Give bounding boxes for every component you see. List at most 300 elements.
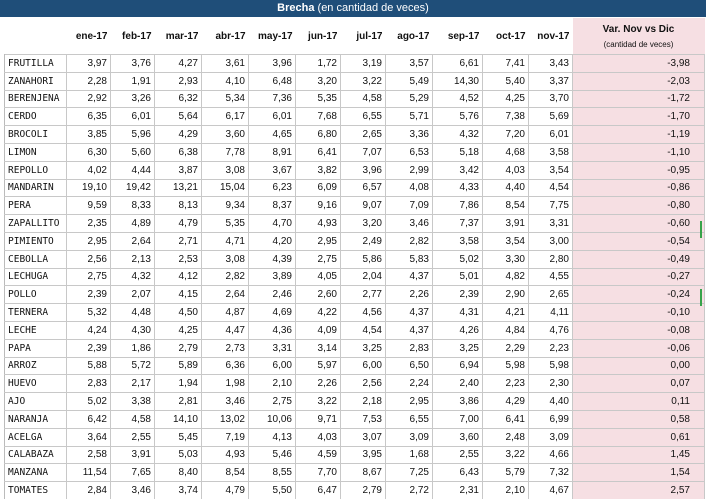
month-value-cell: 2,10 — [483, 482, 529, 499]
month-value-cell: 4,54 — [529, 179, 573, 197]
month-value-cell: 4,58 — [341, 90, 386, 108]
month-value-cell: 4,55 — [529, 268, 573, 286]
month-value-cell: 3,43 — [529, 55, 573, 73]
month-value-cell: 2,39 — [67, 286, 111, 304]
month-value-cell: 14,30 — [433, 72, 483, 90]
month-value-cell: 3,31 — [529, 215, 573, 233]
product-name: LECHUGA — [5, 268, 67, 286]
month-value-cell: 3,97 — [67, 55, 111, 73]
month-value-cell: 3,46 — [386, 215, 433, 233]
month-value-cell: 7,78 — [202, 143, 249, 161]
title-main: Brecha — [277, 2, 315, 14]
month-value-cell: 2,83 — [67, 375, 111, 393]
month-value-cell: 5,60 — [111, 143, 155, 161]
product-name: ZANAHORI — [5, 72, 67, 90]
product-name: PERA — [5, 197, 67, 215]
month-value-cell: 2,53 — [155, 250, 202, 268]
month-value-cell: 3,07 — [341, 428, 386, 446]
month-value-cell: 5,40 — [483, 72, 529, 90]
header-month: sep-17 — [447, 30, 480, 42]
month-value-cell: 2,64 — [111, 232, 155, 250]
month-value-cell: 6,00 — [249, 357, 296, 375]
month-value-cell: 4,37 — [386, 268, 433, 286]
month-value-cell: 4,40 — [529, 393, 573, 411]
month-value-cell: 2,79 — [341, 482, 386, 499]
variation-cell: 1,45 — [573, 446, 705, 464]
month-value-cell: 3,42 — [433, 161, 483, 179]
table-row — [5, 55, 705, 73]
month-value-cell: 3,00 — [529, 232, 573, 250]
month-value-cell: 6,17 — [202, 108, 249, 126]
month-value-cell: 2,49 — [341, 232, 386, 250]
month-value-cell: 3,38 — [111, 393, 155, 411]
month-value-cell: 7,68 — [296, 108, 341, 126]
month-value-cell: 1,91 — [111, 72, 155, 90]
month-value-cell: 7,07 — [341, 143, 386, 161]
month-value-cell: 5,32 — [67, 304, 111, 322]
month-value-cell: 6,01 — [529, 126, 573, 144]
month-value-cell: 3,09 — [386, 428, 433, 446]
table-body — [5, 55, 705, 499]
month-value-cell: 4,36 — [249, 321, 296, 339]
month-value-cell: 5,18 — [433, 143, 483, 161]
month-value-cell: 5,46 — [249, 446, 296, 464]
header-month: jun-17 — [308, 30, 338, 42]
month-value-cell: 6,38 — [155, 143, 202, 161]
month-value-cell: 2,23 — [529, 339, 573, 357]
month-value-cell: 2,83 — [386, 339, 433, 357]
month-value-cell: 3,96 — [249, 55, 296, 73]
month-value-cell: 2,40 — [433, 375, 483, 393]
table-row — [5, 393, 705, 411]
month-value-cell: 2,58 — [67, 446, 111, 464]
header-month: ago-17 — [397, 30, 430, 42]
month-value-cell: 2,84 — [67, 482, 111, 499]
product-name: ARROZ — [5, 357, 67, 375]
month-value-cell: 4,79 — [155, 215, 202, 233]
month-value-cell: 5,72 — [111, 357, 155, 375]
month-value-cell: 4,33 — [433, 179, 483, 197]
variation-cell: -0,86 — [573, 179, 705, 197]
header-month: jul-17 — [356, 30, 383, 42]
month-value-cell: 2,95 — [296, 232, 341, 250]
header-variation — [573, 18, 705, 55]
month-value-cell: 2,23 — [483, 375, 529, 393]
month-value-cell: 5,86 — [341, 250, 386, 268]
month-value-cell: 3,36 — [386, 126, 433, 144]
header-month: mar-17 — [165, 30, 199, 42]
month-value-cell: 6,50 — [386, 357, 433, 375]
month-value-cell: 3,20 — [296, 72, 341, 90]
month-value-cell: 3,31 — [249, 339, 296, 357]
month-value-cell: 7,09 — [386, 197, 433, 215]
variation-cell: -0,27 — [573, 268, 705, 286]
month-value-cell: 9,34 — [202, 197, 249, 215]
month-value-cell: 6,30 — [67, 143, 111, 161]
month-value-cell: 5,02 — [67, 393, 111, 411]
month-value-cell: 2,95 — [67, 232, 111, 250]
month-value-cell: 4,50 — [155, 304, 202, 322]
month-value-cell: 4,47 — [202, 321, 249, 339]
header-month: nov-17 — [537, 30, 570, 42]
month-value-cell: 6,41 — [483, 410, 529, 428]
month-value-cell: 13,02 — [202, 410, 249, 428]
product-name: REPOLLO — [5, 161, 67, 179]
month-value-cell: 6,43 — [433, 464, 483, 482]
month-value-cell: 2,10 — [249, 375, 296, 393]
month-value-cell: 5,35 — [202, 215, 249, 233]
table-row — [5, 464, 705, 482]
month-value-cell: 3,54 — [529, 161, 573, 179]
month-value-cell: 2,48 — [483, 428, 529, 446]
month-value-cell: 2,13 — [111, 250, 155, 268]
month-value-cell: 4,24 — [67, 321, 111, 339]
month-value-cell: 4,15 — [155, 286, 202, 304]
month-value-cell: 3,85 — [67, 126, 111, 144]
month-value-cell: 2,82 — [386, 232, 433, 250]
month-value-cell: 4,25 — [155, 321, 202, 339]
month-value-cell: 4,30 — [111, 321, 155, 339]
month-value-cell: 4,02 — [67, 161, 111, 179]
month-value-cell: 8,91 — [249, 143, 296, 161]
month-value-cell: 7,19 — [202, 428, 249, 446]
month-value-cell: 6,55 — [386, 410, 433, 428]
month-value-cell: 5,89 — [155, 357, 202, 375]
month-value-cell: 4,79 — [202, 482, 249, 499]
table-row — [5, 108, 705, 126]
header-variation-title: Var. Nov vs Dic — [602, 23, 675, 35]
month-value-cell: 4,32 — [433, 126, 483, 144]
month-value-cell: 4,65 — [249, 126, 296, 144]
variation-cell: -0,08 — [573, 321, 705, 339]
month-value-cell: 7,65 — [111, 464, 155, 482]
table-row — [5, 339, 705, 357]
variation-cell: -0,95 — [573, 161, 705, 179]
month-value-cell: 2,71 — [155, 232, 202, 250]
month-value-cell: 5,35 — [296, 90, 341, 108]
month-value-cell: 4,71 — [202, 232, 249, 250]
month-value-cell: 4,44 — [111, 161, 155, 179]
product-name: NARANJA — [5, 410, 67, 428]
month-value-cell: 3,08 — [202, 250, 249, 268]
month-value-cell: 6,01 — [249, 108, 296, 126]
month-value-cell: 4,84 — [483, 321, 529, 339]
month-value-cell: 3,57 — [386, 55, 433, 73]
month-value-cell: 5,88 — [67, 357, 111, 375]
month-value-cell: 1,86 — [111, 339, 155, 357]
header-month: oct-17 — [496, 30, 526, 42]
table-title — [0, 0, 706, 17]
month-value-cell: 3,58 — [529, 143, 573, 161]
table-row — [5, 90, 705, 108]
month-value-cell: 5,69 — [529, 108, 573, 126]
month-value-cell: 5,79 — [483, 464, 529, 482]
month-value-cell: 3,96 — [341, 161, 386, 179]
price-gap-table — [4, 18, 705, 499]
month-value-cell: 5,03 — [155, 446, 202, 464]
month-value-cell: 2,46 — [249, 286, 296, 304]
month-value-cell: 5,29 — [386, 90, 433, 108]
month-value-cell: 4,48 — [111, 304, 155, 322]
month-value-cell: 6,42 — [67, 410, 111, 428]
header-month: feb-17 — [122, 30, 152, 42]
month-value-cell: 5,50 — [249, 482, 296, 499]
month-value-cell: 1,72 — [296, 55, 341, 73]
month-value-cell: 4,20 — [249, 232, 296, 250]
variation-cell: -1,19 — [573, 126, 705, 144]
month-value-cell: 2,18 — [341, 393, 386, 411]
month-value-cell: 6,47 — [296, 482, 341, 499]
month-value-cell: 8,54 — [483, 197, 529, 215]
month-value-cell: 5,49 — [386, 72, 433, 90]
month-value-cell: 5,34 — [202, 90, 249, 108]
month-value-cell: 4,56 — [341, 304, 386, 322]
variation-cell: 2,57 — [573, 482, 705, 499]
header-month: ene-17 — [75, 30, 108, 42]
month-value-cell: 6,99 — [529, 410, 573, 428]
table-row — [5, 286, 705, 304]
month-value-cell: 4,87 — [202, 304, 249, 322]
header-month: abr-17 — [215, 30, 246, 42]
month-value-cell: 4,26 — [433, 321, 483, 339]
month-value-cell: 4,54 — [341, 321, 386, 339]
month-value-cell: 4,93 — [202, 446, 249, 464]
month-value-cell: 3,89 — [249, 268, 296, 286]
product-name: BERENJENA — [5, 90, 67, 108]
month-value-cell: 3,37 — [529, 72, 573, 90]
variation-cell: -1,70 — [573, 108, 705, 126]
month-value-cell: 8,13 — [155, 197, 202, 215]
month-value-cell: 4,29 — [155, 126, 202, 144]
cell-marker — [700, 289, 702, 306]
month-value-cell: 6,35 — [67, 108, 111, 126]
month-value-cell: 3,82 — [296, 161, 341, 179]
month-value-cell: 3,54 — [483, 232, 529, 250]
variation-cell: -0,24 — [573, 286, 705, 304]
month-value-cell: 2,99 — [386, 161, 433, 179]
month-value-cell: 3,22 — [341, 72, 386, 90]
product-name: CALABAZA — [5, 446, 67, 464]
month-value-cell: 3,58 — [433, 232, 483, 250]
month-value-cell: 10,06 — [249, 410, 296, 428]
month-value-cell: 4,70 — [249, 215, 296, 233]
month-value-cell: 2,39 — [433, 286, 483, 304]
month-value-cell: 2,82 — [202, 268, 249, 286]
variation-cell: -1,10 — [573, 143, 705, 161]
month-value-cell: 6,41 — [296, 143, 341, 161]
month-value-cell: 4,29 — [483, 393, 529, 411]
product-name: HUEVO — [5, 375, 67, 393]
month-value-cell: 6,00 — [341, 357, 386, 375]
variation-cell: -2,03 — [573, 72, 705, 90]
month-value-cell: 4,27 — [155, 55, 202, 73]
month-value-cell: 6,53 — [386, 143, 433, 161]
month-value-cell: 6,01 — [111, 108, 155, 126]
month-value-cell: 2,81 — [155, 393, 202, 411]
month-value-cell: 4,11 — [529, 304, 573, 322]
month-value-cell: 14,10 — [155, 410, 202, 428]
month-value-cell: 2,07 — [111, 286, 155, 304]
month-value-cell: 4,22 — [296, 304, 341, 322]
table-row — [5, 268, 705, 286]
month-value-cell: 5,01 — [433, 268, 483, 286]
month-value-cell: 4,52 — [433, 90, 483, 108]
month-value-cell: 3,26 — [111, 90, 155, 108]
month-value-cell: 4,31 — [433, 304, 483, 322]
product-name: POLLO — [5, 286, 67, 304]
month-value-cell: 19,10 — [67, 179, 111, 197]
product-name: ACELGA — [5, 428, 67, 446]
month-value-cell: 2,56 — [67, 250, 111, 268]
month-value-cell: 4,82 — [483, 268, 529, 286]
month-value-cell: 3,22 — [483, 446, 529, 464]
month-value-cell: 4,66 — [529, 446, 573, 464]
variation-cell: 1,54 — [573, 464, 705, 482]
month-value-cell: 3,22 — [296, 393, 341, 411]
product-name: CEBOLLA — [5, 250, 67, 268]
month-value-cell: 2,17 — [111, 375, 155, 393]
variation-cell: 0,00 — [573, 357, 705, 375]
month-value-cell: 3,25 — [433, 339, 483, 357]
month-value-cell: 2,26 — [386, 286, 433, 304]
month-value-cell: 11,54 — [67, 464, 111, 482]
month-value-cell: 2,73 — [202, 339, 249, 357]
table-row — [5, 446, 705, 464]
month-value-cell: 4,37 — [386, 304, 433, 322]
table-row — [5, 232, 705, 250]
month-value-cell: 4,69 — [249, 304, 296, 322]
variation-cell: -0,06 — [573, 339, 705, 357]
cell-marker — [700, 221, 702, 238]
month-value-cell: 2,93 — [155, 72, 202, 90]
month-value-cell: 3,60 — [202, 126, 249, 144]
month-value-cell: 8,33 — [111, 197, 155, 215]
variation-cell: 0,58 — [573, 410, 705, 428]
month-value-cell: 2,75 — [296, 250, 341, 268]
month-value-cell: 6,23 — [249, 179, 296, 197]
product-name: PIMIENTO — [5, 232, 67, 250]
variation-cell: -0,10 — [573, 304, 705, 322]
month-value-cell: 4,89 — [111, 215, 155, 233]
month-value-cell: 2,90 — [483, 286, 529, 304]
month-value-cell: 4,40 — [483, 179, 529, 197]
month-value-cell: 2,26 — [296, 375, 341, 393]
table-row — [5, 179, 705, 197]
month-value-cell: 3,25 — [341, 339, 386, 357]
product-name: MANDARIN — [5, 179, 67, 197]
variation-cell: 0,11 — [573, 393, 705, 411]
month-value-cell: 3,19 — [341, 55, 386, 73]
product-name: LECHE — [5, 321, 67, 339]
table-row — [5, 215, 705, 233]
month-value-cell: 3,74 — [155, 482, 202, 499]
month-value-cell: 4,10 — [202, 72, 249, 90]
month-value-cell: 2,92 — [67, 90, 111, 108]
month-value-cell: 2,56 — [341, 375, 386, 393]
month-value-cell: 6,80 — [296, 126, 341, 144]
month-value-cell: 2,39 — [67, 339, 111, 357]
month-value-cell: 3,91 — [111, 446, 155, 464]
table-row — [5, 321, 705, 339]
month-value-cell: 2,95 — [386, 393, 433, 411]
month-value-cell: 2,65 — [341, 126, 386, 144]
table-row — [5, 482, 705, 499]
product-name: MANZANA — [5, 464, 67, 482]
variation-cell: 0,61 — [573, 428, 705, 446]
table-row — [5, 126, 705, 144]
month-value-cell: 3,76 — [111, 55, 155, 73]
month-value-cell: 6,94 — [433, 357, 483, 375]
month-value-cell: 7,25 — [386, 464, 433, 482]
month-value-cell: 2,31 — [433, 482, 483, 499]
month-value-cell: 4,03 — [483, 161, 529, 179]
month-value-cell: 7,00 — [433, 410, 483, 428]
title-sub: (en cantidad de veces) — [317, 2, 429, 14]
month-value-cell: 7,86 — [433, 197, 483, 215]
month-value-cell: 1,98 — [202, 375, 249, 393]
month-value-cell: 2,75 — [67, 268, 111, 286]
month-value-cell: 5,71 — [386, 108, 433, 126]
month-value-cell: 3,09 — [529, 428, 573, 446]
month-value-cell: 4,03 — [296, 428, 341, 446]
month-value-cell: 2,28 — [67, 72, 111, 90]
month-value-cell: 2,60 — [296, 286, 341, 304]
month-value-cell: 5,83 — [386, 250, 433, 268]
month-value-cell: 9,16 — [296, 197, 341, 215]
month-value-cell: 3,95 — [341, 446, 386, 464]
month-value-cell: 7,38 — [483, 108, 529, 126]
month-value-cell: 5,97 — [296, 357, 341, 375]
month-value-cell: 8,40 — [155, 464, 202, 482]
table-row — [5, 161, 705, 179]
month-value-cell: 3,08 — [202, 161, 249, 179]
month-value-cell: 2,65 — [529, 286, 573, 304]
variation-cell: -1,72 — [573, 90, 705, 108]
month-value-cell: 2,80 — [529, 250, 573, 268]
month-value-cell: 6,48 — [249, 72, 296, 90]
variation-cell: -0,49 — [573, 250, 705, 268]
month-value-cell: 3,60 — [433, 428, 483, 446]
month-value-cell: 4,32 — [111, 268, 155, 286]
month-value-cell: 3,64 — [67, 428, 111, 446]
month-value-cell: 6,09 — [296, 179, 341, 197]
table-row — [5, 72, 705, 90]
month-value-cell: 5,02 — [433, 250, 483, 268]
header-row — [5, 18, 705, 55]
variation-cell: 0,07 — [573, 375, 705, 393]
product-name: PAPA — [5, 339, 67, 357]
month-value-cell: 3,91 — [483, 215, 529, 233]
product-name: CERDO — [5, 108, 67, 126]
month-value-cell: 8,37 — [249, 197, 296, 215]
month-value-cell: 2,77 — [341, 286, 386, 304]
month-value-cell: 2,79 — [155, 339, 202, 357]
month-value-cell: 2,29 — [483, 339, 529, 357]
month-value-cell: 2,75 — [249, 393, 296, 411]
month-value-cell: 4,39 — [249, 250, 296, 268]
month-value-cell: 13,21 — [155, 179, 202, 197]
month-value-cell: 4,12 — [155, 268, 202, 286]
product-name: TOMATES — [5, 482, 67, 499]
product-name: FRUTILLA — [5, 55, 67, 73]
month-value-cell: 4,09 — [296, 321, 341, 339]
header-product — [5, 18, 67, 55]
month-value-cell: 9,71 — [296, 410, 341, 428]
month-value-cell: 2,55 — [111, 428, 155, 446]
table-row — [5, 304, 705, 322]
month-value-cell: 5,64 — [155, 108, 202, 126]
table-row — [5, 250, 705, 268]
